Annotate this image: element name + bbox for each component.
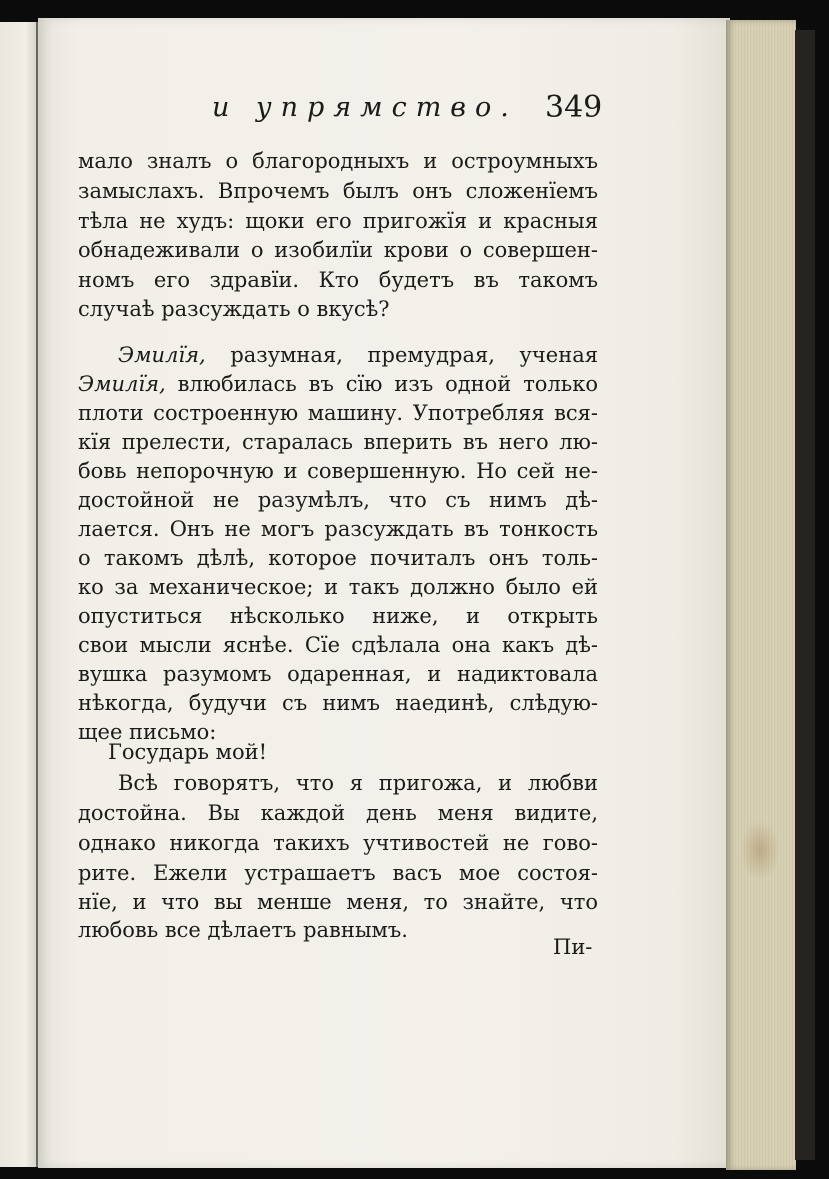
text-line: кїя прелести, старалась вперить въ него лю- [78,430,598,454]
catchword: Пи- [553,935,593,959]
page-number: 349 [545,90,603,125]
text-line: о такомъ дѣлѣ, которое почиталъ онъ толь- [78,546,598,570]
text-line: опуститься нѣсколько ниже, и открыть [78,604,598,628]
text-line: номъ его здравїи. Кто будетъ въ такомъ [78,268,598,292]
page-edges-shadow [795,30,815,1160]
text-line: свои мысли яснѣе. Сїе сдѣлала она какъ дѣ- [78,633,598,657]
name-emilia: Эмилїя, [118,343,206,367]
text-line: бовь непорочную и совершенную. Но сей не- [78,459,598,483]
running-head: и упрямство. [212,92,518,123]
text-line: обнадеживали о изобилїи крови о совершен- [78,238,598,262]
letter-salutation: Государь мой! [108,740,268,764]
text-line [78,371,598,399]
text-line: тѣла не худъ: щоки его пригожїя и красныя [78,209,598,233]
text-line: однако никогда такихъ учтивостей не гово- [78,831,598,855]
text-line: любовь все дѣлаетъ равнымъ. [78,918,408,942]
text-line: случаѣ разсуждать о вкусѣ? [78,297,390,321]
text-line: замыслахъ. Впрочемъ былъ онъ сложенїемъ [78,179,598,203]
text-line: нїе, и что вы менше меня, то знайте, что [78,890,598,914]
text-line: вушка разумомъ одаренная, и надиктовала [78,662,598,686]
text-line: лается. Онъ не могъ разсуждать въ тонкость [78,517,598,541]
text-line: мало зналъ о благородныхъ и остроумныхъ [78,149,598,173]
text-line [118,342,598,370]
text-span: разумная, премудрая, ученая [205,343,598,367]
text-line: достойна. Вы каждой день меня видите, [78,801,598,825]
text-line: достойной не разумѣлъ, что съ нимъ дѣ- [78,488,598,512]
paper-stain [740,820,780,880]
left-page-edge [0,22,38,1167]
text-line: плоти состроенную машину. Употребляя вся- [78,401,598,425]
text-line: рите. Ежели устрашаетъ васъ мое состоя- [78,861,598,885]
name-emilia: Эмилїя, [78,372,166,396]
page-edges [726,20,796,1170]
text-line: щее письмо: [78,720,217,744]
text-line: ко за механическое; и такъ должно было ей [78,575,598,599]
text-line: нѣкогда, будучи съ нимъ наединѣ, слѣдую- [78,691,598,715]
text-span: влюбилась въ сїю изъ одной только [165,372,598,396]
text-line: Всѣ говорятъ, что я пригожа, и любви [118,771,598,795]
